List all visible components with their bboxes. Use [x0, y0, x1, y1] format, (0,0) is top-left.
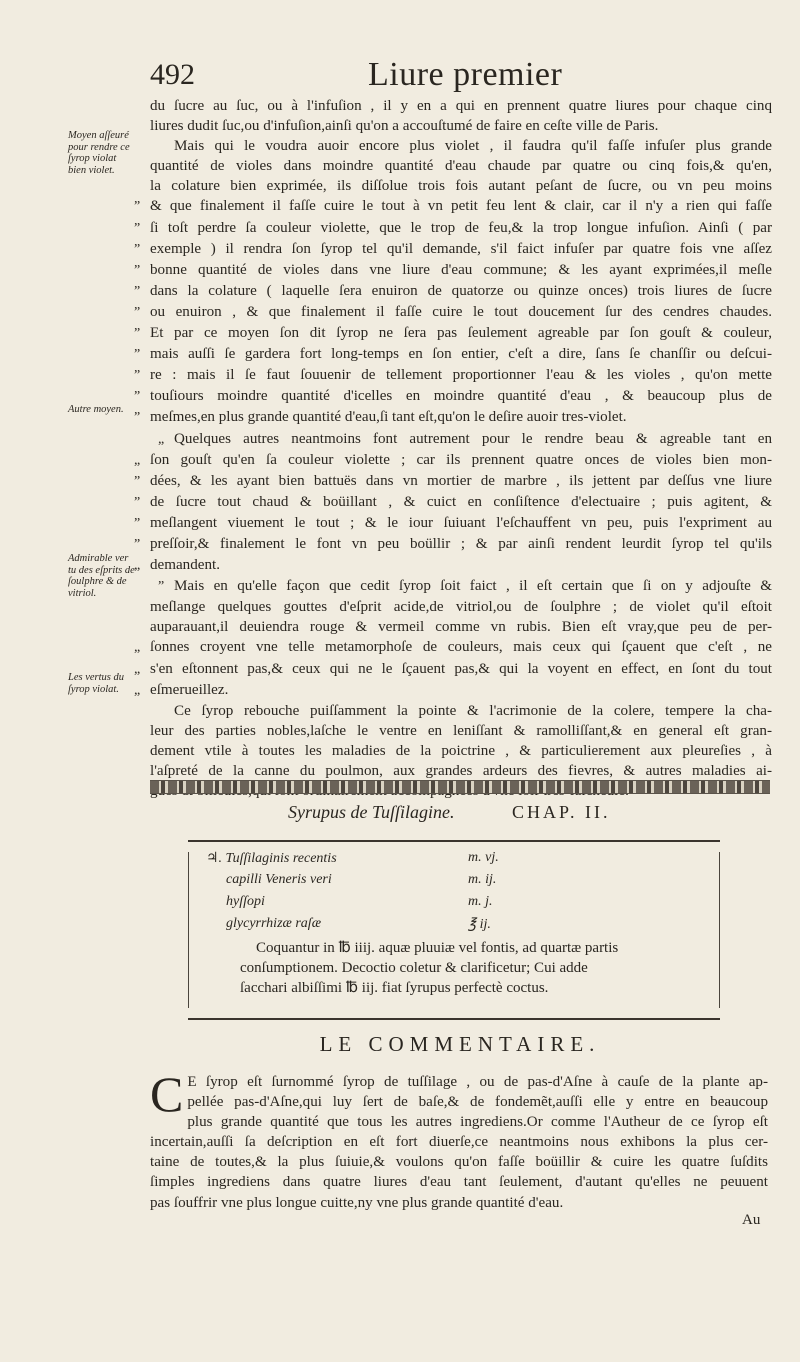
instruction-line: conſumptionem. Decoctio coletur & clarificetur; Cui adde — [240, 960, 588, 976]
margin-note-line: pour rendre ce — [68, 141, 130, 153]
text-line: „ demandent. — [134, 557, 220, 574]
text-line: ” Et par ce moyen ſon dit ſyrop ne ſera pas ſeulement agreable par ſon gouſt & couleur, — [134, 325, 772, 342]
margin-note-1 — [68, 130, 154, 176]
margin-note-2 — [68, 404, 154, 416]
text-line: ” bonne quantité de violes dans vne liure d'eau commune; & les ayant exprimées,il meſle — [134, 261, 772, 278]
page-number: 492 — [150, 58, 195, 91]
recipe-box — [188, 840, 720, 1020]
margin-note-4 — [68, 672, 154, 695]
ingredient-qty: m. j. — [468, 894, 493, 909]
text-line: ” de ſucre tout chaud & boüillant , & cuict en conſiſtence d'electuaire ; puis agitent, & — [134, 493, 772, 510]
margin-note-line: Les vertus du — [68, 672, 124, 683]
margin-note-line: ſyrop violat. — [68, 683, 119, 695]
text-line: auparauant,il deuiendra rouge & vermeil comme vn rubis. Bien eſt vray,que peu de per- — [150, 619, 772, 636]
commentary-line: pellée pas-d'Aſne,qui luy ſert de baſe,& de fondemẽt,auſſi elle y entre en beaucoup — [187, 1094, 768, 1111]
ingredient-name: ♃. Tuſſilaginis recentis — [206, 851, 337, 866]
main-text-block — [134, 96, 772, 801]
margin-note-line: Admirable ver — [68, 553, 129, 564]
commentary-line: E ſyrop eſt ſurnommé ſyrop de tuſſilage , ou de pas-d'Aſne à cauſe de la plante ap- — [187, 1074, 768, 1090]
text-line: ” re : mais il ſe faut ſouuenir de tellement proportionner l'eau & les violes , qu'on mette — [134, 367, 772, 384]
text-line: ” & que finalement il faſſe cuire le tout à vn petit feu lent & clair, car il n'y a rien qui faſſe — [134, 198, 772, 215]
commentary-line: taine de toutes,& la plus ſuiuie,& voulons qu'on faſſe boüillir & cuire les quatre ſuſdits — [150, 1154, 768, 1171]
text-line: ” dées, & les ayant bien battuës dans vn mortier de marbre , ils jettent par deſſus vne liure — [134, 472, 772, 489]
margin-note-line: vitriol. — [68, 587, 97, 599]
text-line: ” Mais en qu'elle façon que cedit ſyrop ſoit faict , il eſt certain que ſi on y adjouſte & — [158, 578, 772, 595]
text-line: ” ſi toſt perdre ſa couleur violette, que le trop de feu,& la trop longue infuſion. Ainſi ( par — [134, 219, 772, 236]
text-line: Mais qui le voudra auoir encore plus violet , il faudra qu'il faſſe infuſer plus grande — [174, 138, 772, 155]
text-line: ” preſſoir,& finalement le font vn peu boüllir ; & par ainſi rendent leurdit ſyrop tel qu'ils — [134, 535, 772, 552]
text-line: ” ou enuiron , & que finalement il faſſe cuire le tout doucement ſur des cendres chaudes. — [134, 303, 772, 320]
text-line: „ ſonnes croyent vne telle metamorphoſe de couleurs, mais ceux qui ſçauent que c'eſt , ne — [134, 639, 772, 656]
commentary-text — [150, 1066, 768, 1213]
text-line: ” exemple ) il rendra ſon ſyrop tel qu'il demande, s'il faict infuſer par quatre fois vne aſſez — [134, 240, 772, 257]
chapter-title: Syrupus de Tuſſilagine. — [288, 802, 455, 822]
text-line: liures dudit ſuc,ou d'infuſion,ainſi qu'on a accouſtumé de faire en ceſte ville de Paris. — [150, 118, 659, 135]
margin-note-line: Moyen aſſeuré — [68, 130, 129, 141]
commentary-line: pas ſouffrir vne plus longue cuitte,ny vne plus grande quantité d'eau. — [150, 1194, 564, 1211]
margin-note-3 — [68, 553, 154, 599]
text-line: Ce ſyrop rebouche puiſſamment la pointe & l'acrimonie de la colere, tempere la cha- — [174, 702, 772, 719]
commentary-line: ſimples ingrediens dans quatre liures d'eau tant ſeulement, d'autant qu'elles ne peuuent — [150, 1174, 768, 1191]
margin-note-line: Autre moyen. — [68, 404, 124, 415]
text-line: meſlange quelques gouttes d'eſprit acide,de vitriol,ou de ſoulphre ; de violet qu'il eſtoit — [150, 599, 772, 616]
text-line: „ Quelques autres neantmoins font autrement pour le rendre beau & agreable tant en — [158, 430, 772, 447]
ingredient-name: glycyrrhizæ raſæ — [226, 916, 322, 931]
commentary-line: incertain,auſſi ſa deſcription en eſt fort diuerſe,ce neantmoins nous exhibons la plus cer- — [150, 1134, 768, 1151]
margin-note-line: bien violet. — [68, 164, 115, 176]
text-line: ” dans la colature ( laquelle ſera enuiron de quatorze ou quinze onces) trois liures de ſucre — [134, 282, 772, 299]
text-line: l'aſpreté de la canne du poulmon, aux grandes ardeurs des fievres, & autres maladies ai- — [150, 763, 772, 779]
text-line: la colature bien exprimée, ils diſſolue trois fois autant peſant de ſucre, ou vn peu moins — [150, 178, 772, 195]
catchword: Au — [742, 1212, 761, 1228]
ingredient-name: hyſſopi — [226, 894, 265, 909]
instruction-line: ſacchari albiſſimi ℔ iij. fiat ſyrupus perfectè coctus. — [240, 980, 549, 996]
commentary-line: plus grande quantité que tous les autres ingrediens.Or comme l'Autheur de ce ſyrop eſt — [187, 1114, 768, 1131]
chapter-heading — [150, 800, 770, 826]
commentary-heading: LE COMMENTAIRE. — [319, 1032, 601, 1056]
text-line: leur des parties nobles,laſche le ventre en leniſſant & ramolliſſant,& en general eſt gran- — [150, 722, 772, 739]
ingredient-qty: m. vj. — [468, 850, 499, 865]
margin-note-line: tu des eſprits de — [68, 564, 135, 576]
text-line: ” mais auſſi ſe gardera fort long-temps en ſon entier, c'eſt a dire, ſans ſe chanſſir ou deſcui- — [134, 346, 772, 363]
recipe-instructions — [240, 938, 700, 998]
text-line: „ eſmerueillez. — [134, 681, 229, 698]
running-title: Liure premier — [368, 56, 563, 93]
text-line: dement vtile à toutes les maladies de la poictrine , & particulierement aux pleureſies , à — [150, 742, 772, 759]
chapter-label: CHAP. II. — [512, 802, 611, 822]
text-line: ” meſlangent viuement le tout ; & le iour ſuiuant l'eſchauffent vn peu, puis l'expriment au — [134, 514, 772, 531]
text-line: du ſucre au ſuc, ou à l'infuſion , il y en a qui en prennent quatre liures pour chaque cinq — [150, 98, 772, 114]
text-line: ” touſiours moindre quantité d'icelles en moindre quantité d'eau , & beaucoup plus de — [134, 388, 772, 405]
ingredient-qty: ℥ ij. — [468, 917, 491, 932]
ingredient-name: capilli Veneris veri — [226, 872, 332, 887]
chapter-number: II. — [585, 802, 611, 822]
ingredient-qty: m. ij. — [468, 872, 497, 887]
ornamental-band — [150, 780, 770, 794]
margin-note-line: ſoulphre & de — [68, 576, 127, 587]
text-line: „ s'en eſtonnent pas,& ceux qui ne le ſçauent pas,& qui la voyent en effect, en ſont du tout — [134, 660, 772, 677]
instruction-line: Coquantur in ℔ iiij. aquæ pluuiæ vel fontis, ad quartæ partis — [256, 940, 619, 956]
margin-note-line: ſyrop violat — [68, 153, 117, 164]
text-line: quantité de violes dans moindre quantité d'eau chaude par quatre ou cinq fois,& qu'en, — [150, 158, 772, 175]
text-line: „ ſon gouſt qu'en ſa couleur violette ; car ils prennent quatre onces de violes bien mon- — [134, 451, 772, 468]
text-line: ” meſmes,en plus grande quantité d'eau,ſi tant eſt,qu'on le deſire auoir tres-violet. — [134, 409, 627, 426]
drop-cap: C — [150, 1066, 184, 1122]
page-header — [150, 56, 770, 96]
